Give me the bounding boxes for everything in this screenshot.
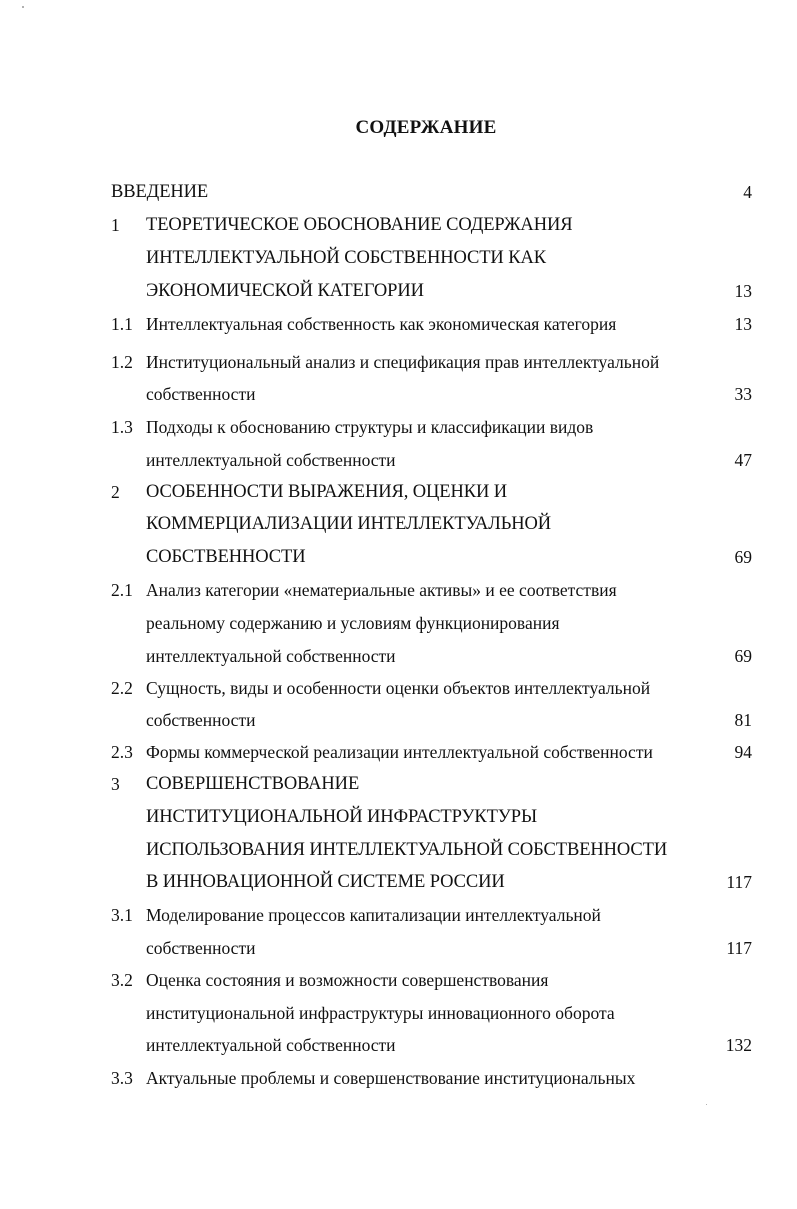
toc-entry-1-3-line-2: интеллектуальной собственности [146,450,396,470]
toc-entry-3-line-3: ИСПОЛЬЗОВАНИЯ ИНТЕЛЛЕКТУАЛЬНОЙ СОБСТВЕННОСТИ [146,840,668,860]
toc-entry-1-3-number: 1.3 [111,417,133,437]
toc-entry-2-line-1: ОСОБЕННОСТИ ВЫРАЖЕНИЯ, ОЦЕНКИ И [146,482,508,502]
toc-entry-1-2-number: 1.2 [111,352,133,372]
toc-entry-intro-page: 4 [743,182,752,202]
toc-entry-2-1-line-2: реальному содержанию и условиям функционирования [146,613,560,633]
toc-entry-2-3-line-1: Формы коммерческой реализации интеллектуальной собственности [146,742,653,762]
toc-entry-3-3-number: 3.3 [111,1068,133,1088]
toc-entry-3-number: 3 [111,774,120,794]
toc-entry-2-3-number: 2.3 [111,742,133,762]
toc-entry-2-1-line-1: Анализ категории «нематериальные активы» и ее соответствия [146,580,617,600]
toc-entry-3-page: 117 [726,872,752,892]
toc-entry-1-number: 1 [111,215,120,235]
scan-speck [706,1104,707,1105]
toc-entry-2-2-line-1: Сущность, виды и особенности оценки объектов интеллектуальной [146,678,651,698]
toc-entry-1-line-2: ИНТЕЛЛЕКТУАЛЬНОЙ СОБСТВЕННОСТИ КАК [146,248,546,268]
toc-entry-3-2-line-1: Оценка состояния и возможности совершенствования [146,970,549,990]
toc-entry-1-2-page: 33 [734,384,752,404]
toc-entry-3-1-line-1: Моделирование процессов капитализации интеллектуальной [146,905,601,925]
toc-entry-1-2-line-2: собственности [146,384,256,404]
toc-entry-3-1-page: 117 [726,938,752,958]
toc-entry-1-3-line-1: Подходы к обоснованию структуры и классификации видов [146,417,594,437]
scan-speck [22,6,24,8]
toc-entry-3-line-2: ИНСТИТУЦИОНАЛЬНОЙ ИНФРАСТРУКТУРЫ [146,807,538,827]
toc-entry-1-page: 13 [734,281,752,301]
toc-entry-intro-text: ВВЕДЕНИЕ [111,182,209,202]
toc-entry-3-line-4: В ИННОВАЦИОННОЙ СИСТЕМЕ РОССИИ [146,872,505,892]
toc-entry-3-2-page: 132 [725,1035,752,1055]
toc-entry-2-3-page: 94 [734,742,752,762]
toc-entry-2-2-line-2: собственности [146,710,256,730]
toc-entry-2-1-line-3: интеллектуальной собственности [146,646,396,666]
toc-entry-2-line-2: КОММЕРЦИАЛИЗАЦИИ ИНТЕЛЛЕКТУАЛЬНОЙ [146,514,552,534]
toc-entry-2-line-3: СОБСТВЕННОСТИ [146,547,306,567]
toc-entry-3-1-line-2: собственности [146,938,256,958]
toc-entry-3-2-line-2: институциональной инфраструктуры инновационного оборота [146,1003,615,1023]
toc-entry-1-1-line-1: Интеллектуальная собственность как экономическая категория [146,314,617,334]
toc-entry-3-line-1: СОВЕРШЕНСТВОВАНИЕ [146,774,360,794]
toc-entry-2-page: 69 [734,547,752,567]
toc-entry-1-1-page: 13 [734,314,752,334]
toc-title: СОДЕРЖАНИЕ [355,117,497,138]
toc-entry-1-3-page: 47 [734,450,752,470]
toc-entry-1-2-line-1: Институциональный анализ и спецификация прав интеллектуальной [146,352,660,372]
toc-entry-1-line-3: ЭКОНОМИЧЕСКОЙ КАТЕГОРИИ [146,281,424,301]
toc-entry-3-2-line-3: интеллектуальной собственности [146,1035,396,1055]
toc-entry-3-1-number: 3.1 [111,905,133,925]
toc-entry-3-3-line-1: Актуальные проблемы и совершенствование институциональных [146,1068,636,1088]
toc-entry-2-number: 2 [111,482,120,502]
toc-entry-3-2-number: 3.2 [111,970,133,990]
toc-entry-2-2-number: 2.2 [111,678,133,698]
toc-entry-1-line-1: ТЕОРЕТИЧЕСКОЕ ОБОСНОВАНИЕ СОДЕРЖАНИЯ [146,215,573,235]
toc-entry-1-1-number: 1.1 [111,314,133,334]
toc-entry-2-2-page: 81 [734,710,752,730]
toc-entry-2-1-page: 69 [734,646,752,666]
toc-entry-2-1-number: 2.1 [111,580,133,600]
